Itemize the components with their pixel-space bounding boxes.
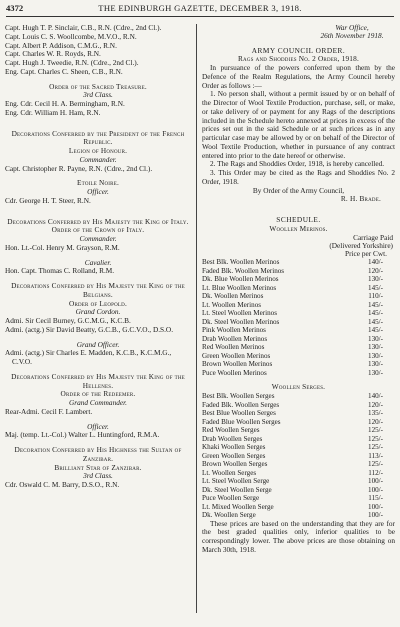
price-header-line: (Delivered Yorkshire) [329, 240, 393, 250]
rag-price: 100/- [368, 477, 383, 486]
date-line: 26th November 1918. [320, 31, 384, 41]
left-column-line: Order of the Redeemer. [60, 389, 136, 399]
price-header-line: Price per Cwt. [345, 249, 387, 259]
office-line: War Office, [335, 23, 369, 32]
gazette-title: THE EDINBURGH GAZETTE, DECEMBER 3, 1918. [98, 3, 302, 13]
left-column-line: Order of the Sacred Treasure. [49, 81, 147, 91]
schedule-row [202, 292, 395, 301]
schedule-row [202, 401, 395, 410]
schedule-row [202, 503, 395, 512]
rag-name: Red Woollen Serges [202, 426, 260, 435]
rag-price: 130/- [368, 351, 383, 360]
signatory: R. H. Brade. [340, 194, 381, 204]
left-column-line: Maj. (temp. Lt.-Col.) Walter L. Huntingford, R.M.A. [5, 430, 160, 440]
order-subtitle: Rags and Shoddies No. 2 Order, 1918. [237, 54, 360, 64]
schedule-row [202, 335, 395, 344]
rag-name: Best Blue Woollen Serges [202, 409, 276, 418]
rag-name: Dk. Blue Woollen Merinos [202, 275, 279, 284]
rag-price: 120/- [368, 266, 383, 275]
rag-name: Lt. Steel Woollen Merinos [202, 309, 277, 318]
dateline [202, 24, 395, 41]
left-column-line: Decorations Conferred by His Majesty the King of the Hellenes. [11, 371, 185, 390]
schedule-row [202, 258, 395, 267]
schedule-row [202, 275, 395, 284]
schedule-row [202, 352, 395, 361]
left-column-line: Grand Officer. [76, 339, 120, 349]
rag-price: 113/- [368, 451, 383, 460]
schedule-row [202, 452, 395, 461]
left-column-line: Order of Leopold. [68, 298, 128, 308]
order-intro: In pursuance of the powers conferred upon them by the Defence of the Realm Regulations, the Army Council hereby Order as follows :— [202, 63, 395, 90]
schedule-row [202, 494, 395, 503]
schedule-title: SCHEDULE. [276, 215, 321, 225]
rag-price: 110/- [368, 292, 383, 301]
rag-name: Lt. Woollen Merinos [202, 300, 261, 309]
schedule-row [202, 460, 395, 469]
left-column-line: Capt. Louis C. S. Woollcombe, M.V.O., R.N. [5, 31, 137, 41]
left-column-line: Rear-Admi. Cecil F. Lambert. [5, 406, 93, 416]
rag-price: 100/- [368, 511, 383, 520]
left-column-line: Capt. Christopher R. Payne, R.N. (Cdre., 2nd Cl.). [5, 163, 153, 173]
rag-price: 100/- [368, 485, 383, 494]
merinos-title: Woollen Merinos. [269, 223, 328, 233]
left-column-line: Grand Commander. [69, 398, 127, 407]
price-header [202, 234, 395, 259]
rag-name: Red Woollen Merinos [202, 343, 265, 352]
rag-price: 145/- [368, 326, 383, 335]
left-column-line: Hon. Capt. Thomas C. Rolland, R.M. [5, 266, 115, 276]
rag-name: Puce Woollen Serge [202, 494, 260, 503]
right-column [202, 24, 395, 555]
rag-name: Lt. Blue Woollen Merinos [202, 283, 277, 292]
rag-name: Lt. Mixed Woollen Serge [202, 502, 274, 511]
schedule-row [202, 309, 395, 318]
schedule-row [202, 409, 395, 418]
serges-title: Woollen Serges. [271, 382, 326, 392]
left-column-line: Eng. Capt. Charles C. Sheen, C.B., R.N. [5, 66, 123, 76]
rag-price: 130/- [368, 360, 383, 369]
order-clause-2: 2. The Rags and Shoddies Order, 1918, is hereby cancelled. [210, 159, 385, 169]
rag-name: Green Woollen Serges [202, 451, 266, 460]
rag-name: Lt. Steel Woollen Serge [202, 477, 270, 486]
rag-price: 125/- [368, 443, 383, 452]
schedule-row [202, 392, 395, 401]
left-column-line: Grand Cordon. [75, 307, 121, 317]
left-column-line: Admi. Sir Cecil Burney, G.C.M.G., K.C.B. [5, 316, 131, 325]
rag-name: Best Blk. Woollen Merinos [202, 258, 280, 267]
rag-price: 140/- [368, 258, 383, 267]
rag-price: 115/- [368, 494, 383, 503]
column-divider [196, 24, 197, 613]
rag-price: 130/- [368, 368, 383, 377]
rag-name: Brown Woollen Serges [202, 460, 268, 469]
order-clause-3: 3. This Order may be cited as the Rags and Shoddies No. 2 Order, 1918. [202, 168, 395, 186]
left-column-line: Hon. Lt.-Col. Henry M. Grayson, R.M. [5, 242, 120, 252]
page-number: 4372 [6, 3, 24, 13]
left-column-line: Admi. (actg.) Sir David Beatty, G.C.B., G.C.V.O., D.S.O. [5, 324, 174, 334]
schedule-row [202, 318, 395, 327]
rag-price: 130/- [368, 343, 383, 352]
rag-name: Puce Woollen Merinos [202, 368, 267, 377]
schedule-row [202, 326, 395, 335]
left-column-line: Capt. Albert P. Addison, C.M.G., R.N. [5, 40, 117, 50]
left-column-line: Cdr. Oswald C. M. Barry, D.S.O., R.N. [5, 480, 120, 489]
rag-name: Best Blk. Woollen Serges [202, 392, 275, 401]
rag-name: Dk. Woollen Merinos [202, 292, 264, 301]
left-column-line: Brilliant Star of Zanzibar. [54, 462, 142, 472]
spacer [5, 206, 191, 218]
rag-price: 145/- [368, 317, 383, 326]
left-column-line: Eng. Cdr. Cecil H. A. Bermingham, R.N. [5, 99, 125, 108]
rag-name: Brown Woollen Merinos [202, 360, 273, 369]
left-column-line: Capt. Hugh J. Tweedie, R.N. (Cdre., 2nd Cl.). [5, 58, 139, 67]
rag-price: 135/- [368, 409, 383, 418]
rag-name: Khaki Woollen Serges [202, 443, 266, 452]
header-rule [6, 16, 394, 17]
rag-name: Pink Woollen Merinos [202, 326, 266, 335]
schedule-row [202, 267, 395, 276]
left-column-line: Cavalier. [84, 257, 112, 267]
left-column-line: Cdr. George H. T. Steer, R.N. [5, 195, 91, 205]
rag-name: Faded Blue Woollen Serges [202, 417, 281, 426]
schedule-row [202, 343, 395, 352]
order-title: ARMY COUNCIL ORDER. [251, 45, 346, 55]
rag-price: 120/- [368, 400, 383, 409]
rag-price: 145/- [368, 300, 383, 309]
rag-price: 100/- [368, 502, 383, 511]
left-column-line: Order of the Crown of Italy. [51, 225, 145, 235]
schedule-row [202, 418, 395, 427]
left-column-line: Legion of Honour. [68, 146, 128, 155]
price-header-line: Carriage Paid [353, 232, 393, 242]
serges-table [202, 392, 395, 520]
left-column-line: Commander. [79, 154, 117, 164]
left-column-line: Etoile Noire. [77, 178, 119, 188]
schedule-row [202, 426, 395, 435]
left-column-line: Capt. Charles W. R. Royds, R.N. [5, 49, 101, 59]
rag-name: Faded Blk. Woollen Serges [202, 400, 280, 409]
left-column-line: Eng. Cdr. William H. Ham, R.N. [5, 107, 101, 117]
signed-by: By Order of the Army Council, [252, 185, 345, 195]
rag-price: 140/- [368, 392, 383, 401]
left-column-line: 3rd Class. [83, 90, 113, 100]
order-clause-1: 1. No person shall, without a permit issued by or on behalf of the Director of Wool Textile Production, purchase, sell, or make, or take delivery of or payment for any Rags of the descriptions included in the Schedule hereto annexed at prices in excess of the prices set out in the said Schedule or at such prices as in any particular case may be allowed by or on behalf of the Director of Wool Textile Production, whether in pursuance of any contract entered into prior to the date hereof or otherwise. [202, 89, 395, 160]
schedule-row [202, 477, 395, 486]
schedule-row [202, 443, 395, 452]
left-column-line: Capt. Hugh T. P. Sinclair, C.B., R.N. (Cdre., 2nd Cl.). [5, 23, 162, 32]
left-column-line: Decoration Conferred by His Highness the Sultan of Zanzibar. [14, 445, 182, 463]
rag-name: Green Woollen Merinos [202, 351, 271, 360]
schedule-row [202, 435, 395, 444]
rag-price: 130/- [368, 334, 383, 343]
left-column-line: Admi. (actg.) Sir Charles E. Madden, K.C.B., K.C.M.G., C.V.O. [5, 348, 172, 366]
schedule-row [202, 301, 395, 310]
left-column-line: Officer. [87, 421, 109, 431]
rag-price: 145/- [368, 309, 383, 318]
rag-price: 125/- [368, 434, 383, 443]
rag-price: 125/- [368, 426, 383, 435]
schedule-row [202, 360, 395, 369]
left-column-line: Decorations Conferred by His Majesty the King of Italy. [7, 216, 189, 226]
spacer [5, 118, 191, 130]
rag-name: Dk. Steel Woollen Merinos [202, 317, 280, 326]
rag-name: Dk. Steel Woollen Serge [202, 485, 272, 494]
rag-price: 145/- [368, 283, 383, 292]
rag-price: 130/- [368, 275, 383, 284]
rag-price: 120/- [368, 417, 383, 426]
page-header [6, 3, 394, 15]
left-column-line: Decorations Conferred by His Majesty the King of the Belgians. [11, 281, 185, 299]
left-column-line: 3rd Class. [83, 471, 113, 481]
left-column [5, 24, 191, 490]
rag-name: Lt. Woollen Serges [202, 468, 257, 477]
schedule-row [202, 486, 395, 495]
left-column-line: Decorations Conferred by the President of the French Republic. [11, 128, 185, 147]
rag-name: Drab Woollen Serges [202, 434, 263, 443]
schedule-row [202, 469, 395, 478]
rag-name: Dk. Woollen Serge [202, 511, 256, 520]
schedule-footnote: These prices are based on the understanding that they are for the best graded qualities only, inferior qualities to be correspondingly lower. The above prices are those obtaining on March 30th, 1918. [202, 518, 395, 554]
rag-price: 125/- [368, 460, 383, 469]
left-column-line: Commander. [79, 234, 117, 243]
schedule-row [202, 284, 395, 293]
schedule-row [202, 369, 395, 378]
rag-name: Drab Woollen Merinos [202, 334, 268, 343]
rag-price: 112/- [368, 468, 383, 477]
left-column-line: Officer. [87, 187, 109, 196]
merinos-table [202, 258, 395, 377]
rag-name: Faded Blk. Woollen Merinos [202, 266, 285, 275]
